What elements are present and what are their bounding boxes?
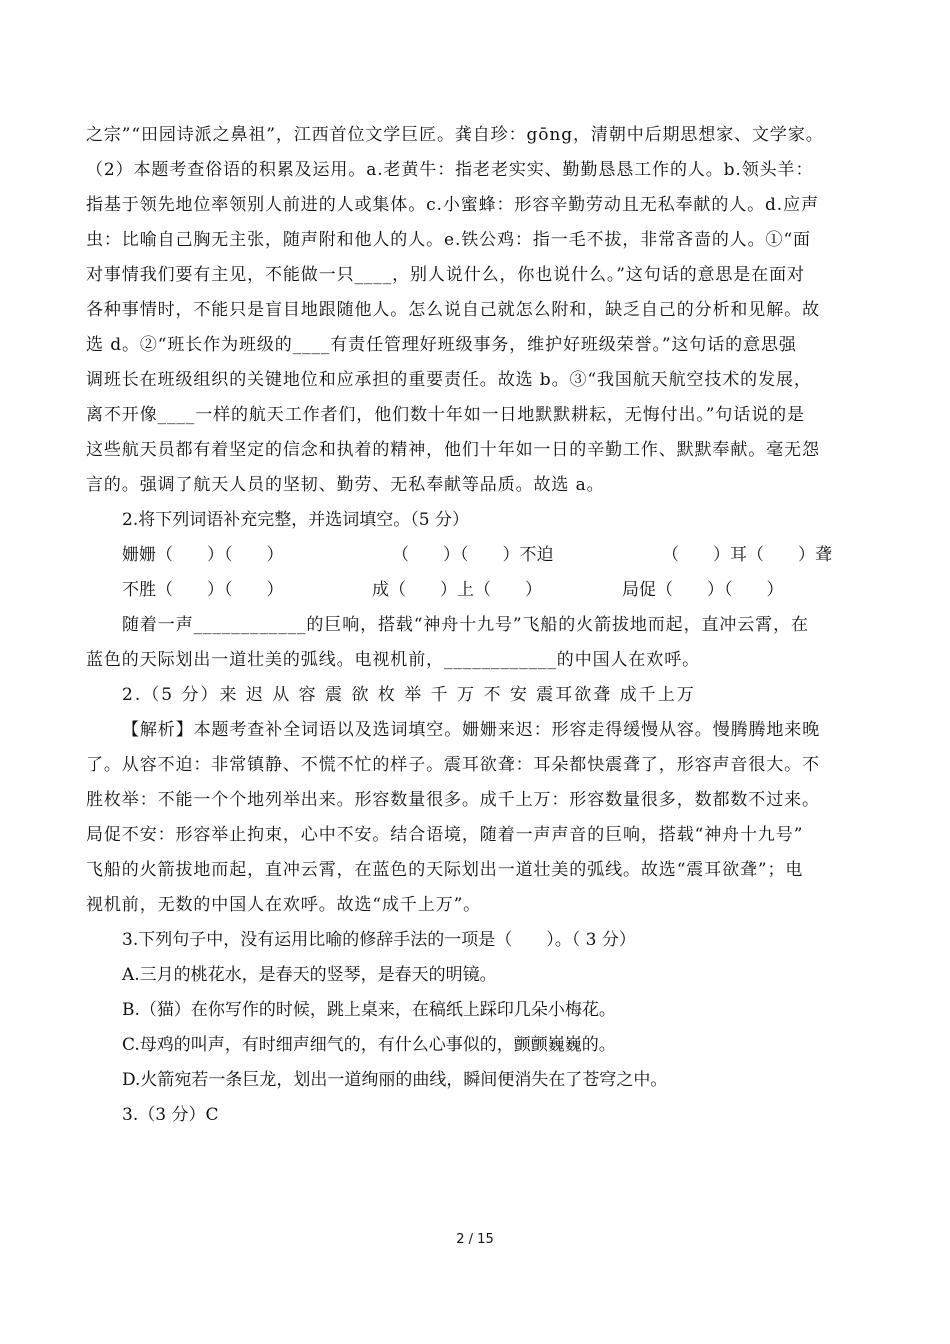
analysis-line: 视机前，无数的中国人在欢呼。故选“成千上万”。 (86, 895, 482, 915)
text-line: 离不开像____一样的航天工作者们，他们数十年如一日地默默耕耘，无悔付出。”句话说的是 (86, 405, 805, 425)
word-blanks-row-1 (86, 538, 886, 573)
text-line: 虫：比喻自己胸无主张，随声附和他人的人。e.铁公鸡：指一毛不拔，非常吝啬的人。①“面 (86, 230, 811, 250)
word-blank: 成（ ）上（ ） (372, 580, 542, 600)
page-number: 2 / 15 (456, 1232, 494, 1247)
word-blanks-row-2 (86, 573, 886, 608)
text-line: 言的。强调了航天人员的坚韧、勤劳、无私奉献等品质。故选 a。 (86, 475, 605, 495)
analysis-line: 胜枚举：不能一个个地列举出来。形容数量很多。成千上万：形容数量很多，数都数不过来。 (86, 790, 820, 810)
word-blank: 姗姗（ ）（ ） (122, 545, 284, 565)
analysis-line: 了。从容不迫：非常镇静、不慌不忙的样子。震耳欲聋：耳朵都快震聋了，形容声音很大。不 (86, 755, 820, 775)
text-line: （2）本题考查俗语的积累及运用。a.老黄牛：指老老实实、勤勤恳恳工作的人。b.领头羊： (86, 160, 814, 180)
question-2-answer: 2.（5 分）来 迟 从 容 震 欲 枚 举 千 万 不 安 震耳欲聋 成千上万 (122, 685, 696, 705)
analysis-line: 飞船的火箭拔地而起，直冲云霄，在蓝色的天际划出一道壮美的弧线。故选“震耳欲聋”；电 (86, 860, 804, 880)
text-line: 各种事情时，不能只是盲目地跟随他人。怎么说自己就怎么附和，缺乏自己的分析和见解。故 (86, 300, 820, 320)
text-line: 对事情我们要有主见，不能做一只____，别人说什么，你也说什么。”这句话的意思是在面对 (86, 265, 805, 285)
word-blank: （ ）（ ）不迫 (392, 545, 554, 565)
analysis-line: 局促不安：形容举止拘束，心中不安。结合语境，随着一声声音的巨响，搭载“神舟十九号” (86, 825, 804, 845)
option-a: A.三月的桃花水，是春天的竖琴，是春天的明镜。 (122, 965, 497, 985)
word-blank: 不胜（ ）（ ） (122, 580, 284, 600)
question-2-title: 2.将下列词语补充完整，并选词填空。（5 分） (122, 510, 469, 530)
option-c: C.母鸡的叫声，有时细声细气的，有什么心事似的，颤颤巍巍的。 (122, 1035, 616, 1055)
text-line: 指基于领先地位率领别人前进的人或集体。c.小蜜蜂：形容辛勤劳动且无私奉献的人。d.应声 (86, 195, 819, 215)
word-blank: 局促（ ）（ ） (622, 580, 784, 600)
option-b: B.（猫）在你写作的时候，跳上桌来，在稿纸上踩印几朵小梅花。 (122, 1000, 616, 1020)
word-blank: （ ）耳（ ）聋 (662, 545, 832, 565)
text-line: 调班长在班级组织的关键地位和应承担的重要责任。故选 b。③“我国航天航空技术的发展， (86, 370, 812, 390)
text-line: 这些航天员都有着坚定的信念和执着的精神，他们十年如一日的辛勤工作、默默奉献。毫无怨 (86, 440, 820, 460)
text-line: 选 d。②“班长作为班级的____有责任管理好班级事务，维护好班级荣誉。”这句话的意思强 (86, 335, 797, 355)
question-3-title: 3.下列句子中，没有运用比喻的修辞手法的一项是（ ）。（ 3 分） (122, 930, 636, 950)
fill-sentence: 随着一声____________的巨响，搭载“神舟十九号”飞船的火箭拔地而起，直冲云霄，在 (122, 615, 809, 635)
fill-sentence: 蓝色的天际划出一道壮美的弧线。电视机前，____________的中国人在欢呼。 (86, 650, 700, 670)
option-d: D.火箭宛若一条巨龙，划出一道绚丽的曲线，瞬间便消失在了苍穹之中。 (122, 1070, 668, 1090)
analysis-line: 【解析】本题考查补全词语以及选词填空。姗姗来迟：形容走得缓慢从容。慢腾腾地来晚 (122, 720, 821, 740)
page-content (86, 118, 886, 1133)
text-line: 之宗”“田园诗派之鼻祖”，江西首位文学巨匠。龚自珍：gōng，清朝中后期思想家、文学家。 (86, 125, 824, 145)
question-3-answer: 3.（3 分）C (122, 1105, 219, 1125)
